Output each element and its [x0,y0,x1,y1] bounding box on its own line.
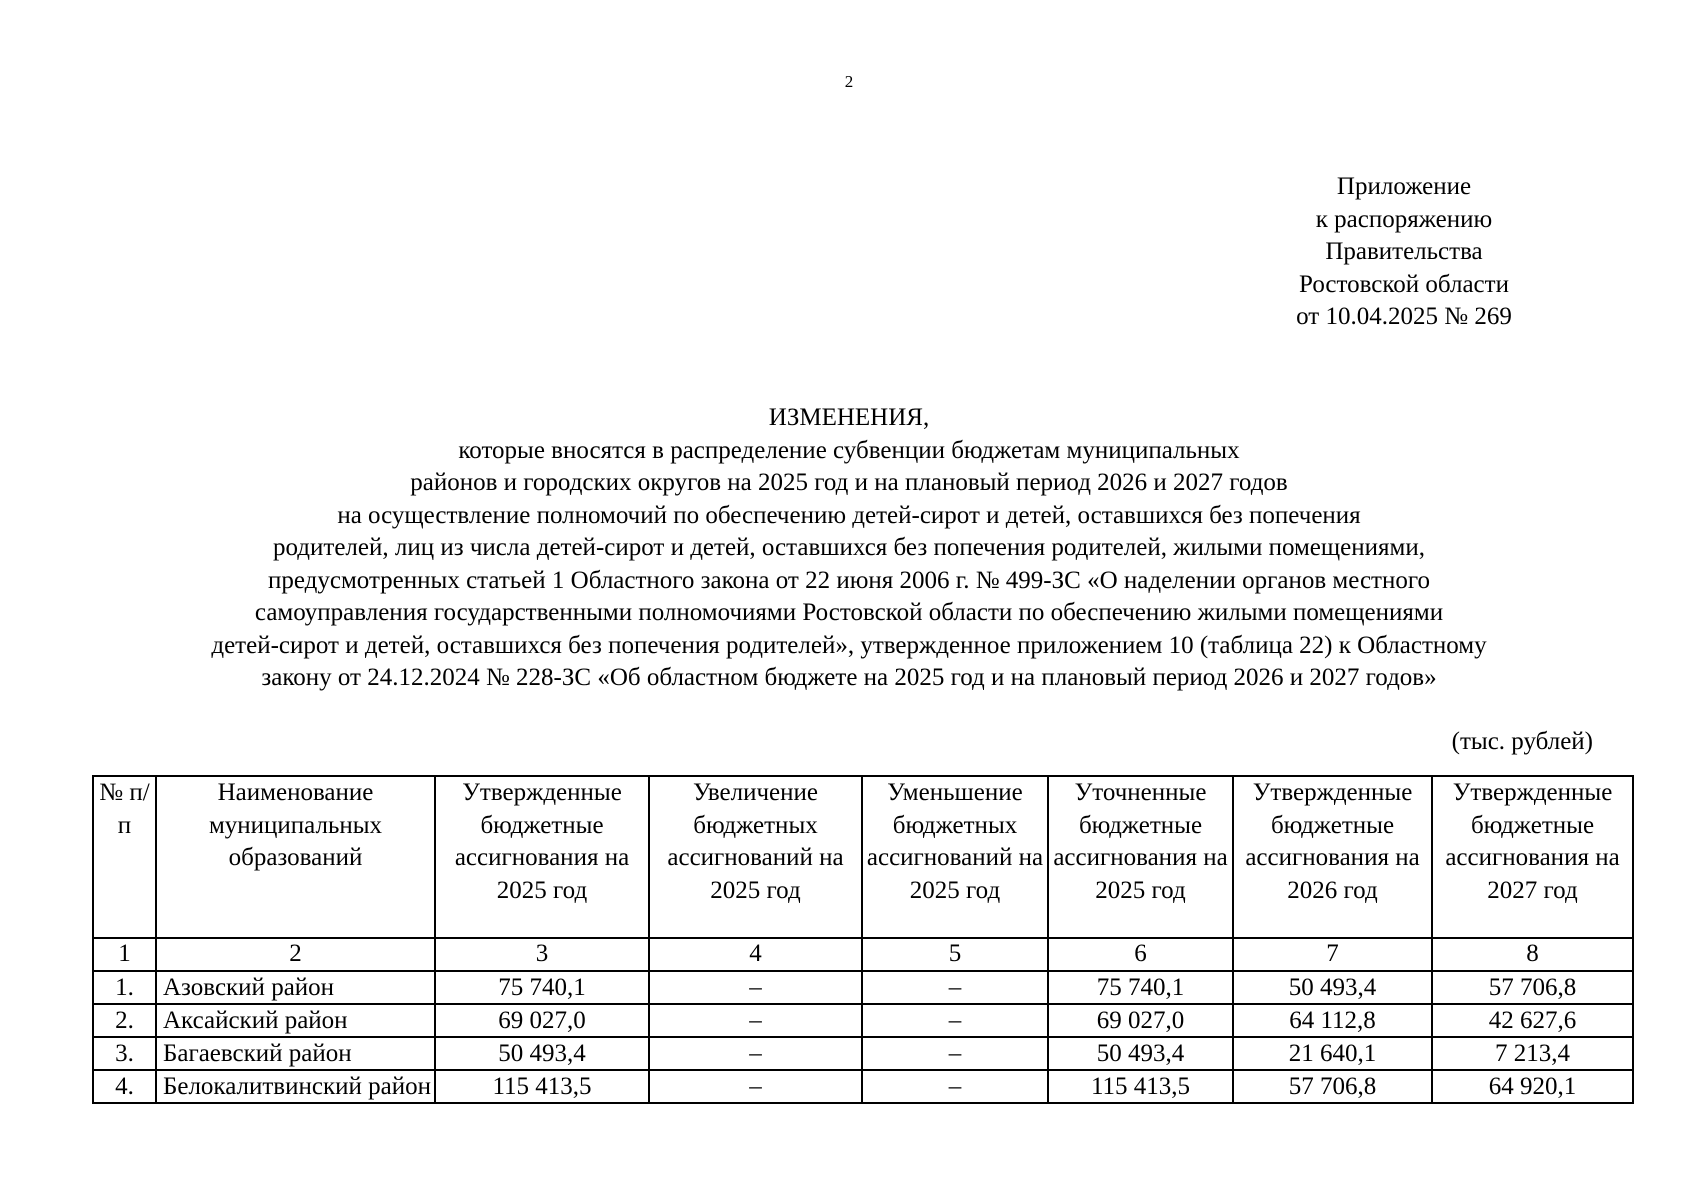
title-line: районов и городских округов на 2025 год и на плановый период 2026 и 2027 годов [410,469,1288,496]
decrease-2025-cell: – [862,1037,1048,1070]
increase-2025-cell: – [649,1037,862,1070]
header-cell-approved-2025: Утвержденные бюджетные ассигнования на 2025 год [435,776,649,938]
municipality-name: Белокалитвинский район [156,1070,435,1103]
refined-2025-cell: 115 413,5 [1048,1070,1233,1103]
approved-2026-cell: 50 493,4 [1233,971,1432,1004]
table-row [93,1070,1633,1103]
column-number: 4 [649,938,862,971]
refined-2025-cell: 50 493,4 [1048,1037,1233,1070]
approved-2025-cell: 75 740,1 [435,971,649,1004]
approval-line: Правительства [1325,238,1483,265]
units-label: (тыс. рублей) [1451,728,1593,755]
row-number: 4. [93,1070,156,1103]
approved-2026-cell: 57 706,8 [1233,1070,1432,1103]
header-cell-increase-2025: Увеличение бюджетных ассигнований на 2025 год [649,776,862,938]
municipality-name: Аксайский район [156,1004,435,1037]
approved-2027-cell: 42 627,6 [1432,1004,1633,1037]
row-number: 2. [93,1004,156,1037]
column-number: 8 [1432,938,1633,971]
refined-2025-cell: 69 027,0 [1048,1004,1233,1037]
column-number: 1 [93,938,156,971]
approved-2026-cell: 21 640,1 [1233,1037,1432,1070]
table-row [93,1037,1633,1070]
column-number-row [93,938,1633,971]
approval-line: Приложение [1336,173,1472,200]
title-line: закону от 24.12.2024 № 228-ЗС «Об областном бюджете на 2025 год и на плановый период 2026 и 2027 годов» [261,664,1437,691]
title-heading: ИЗМЕНЕНИЯ, [768,404,930,431]
approved-2025-cell: 69 027,0 [435,1004,649,1037]
approval-line: Ростовской области [1299,270,1509,298]
page-number: 2 [844,72,854,91]
title-line: родителей, лиц из числа детей-сирот и детей, оставшихся без попечения родителей, жилыми помещениями, [273,534,1425,561]
increase-2025-cell: – [649,1070,862,1103]
approved-2027-cell: 64 920,1 [1432,1070,1633,1103]
municipality-name: Багаевский район [156,1037,435,1070]
column-number: 5 [862,938,1048,971]
title-line: которые вносятся в распределение субвенции бюджетам муниципальных [458,436,1240,464]
title-line: самоуправления государственными полномочиями Ростовской области по обеспечению жилыми помещениями [254,599,1444,626]
municipality-name: Азовский район [156,971,435,1004]
header-cell-approved-2026: Утвержденные бюджетные ассигнования на 2026 год [1233,776,1432,938]
header-cell-name: Наименование муниципальных образований [156,776,435,938]
decrease-2025-cell: – [862,1070,1048,1103]
row-number: 1. [93,971,156,1004]
approval-block [1240,171,1568,334]
header-cell-approved-2027: Утвержденные бюджетные ассигнования на 2027 год [1432,776,1633,938]
budget-table [92,775,1634,1104]
row-number: 3. [93,1037,156,1070]
increase-2025-cell: – [649,1004,862,1037]
table-row [93,971,1633,1004]
header-row [93,776,1633,938]
approved-2027-cell: 57 706,8 [1432,971,1633,1004]
column-number: 3 [435,938,649,971]
approved-2027-cell: 7 213,4 [1432,1037,1633,1070]
header-cell-decrease-2025: Уменьшение бюджетных ассигнований на 2025 год [862,776,1048,938]
approved-2025-cell: 115 413,5 [435,1070,649,1103]
approved-2026-cell: 64 112,8 [1233,1004,1432,1037]
title-line: предусмотренных статьей 1 Областного закона от 22 июня 2006 г. № 499-ЗС «О наделении органов местного [268,566,1430,594]
column-number: 7 [1233,938,1432,971]
approval-line: к распоряжению [1315,205,1493,233]
header-cell-refined-2025: Уточненные бюджетные ассигнования на 2025 год [1048,776,1233,938]
document-title [60,402,1638,695]
header-cell-number: № п/п [93,776,156,938]
decrease-2025-cell: – [862,971,1048,1004]
decrease-2025-cell: – [862,1004,1048,1037]
column-number: 6 [1048,938,1233,971]
approval-line: от 10.04.2025 № 269 [1296,303,1512,330]
increase-2025-cell: – [649,971,862,1004]
approved-2025-cell: 50 493,4 [435,1037,649,1070]
column-number: 2 [156,938,435,971]
title-line: детей-сирот и детей, оставшихся без попечения родителей», утвержденное приложением 10 (таблица 22) к Областному [211,631,1487,659]
table-row [93,1004,1633,1037]
title-line: на осуществление полномочий по обеспечению детей-сирот и детей, оставшихся без попечения [337,501,1361,529]
refined-2025-cell: 75 740,1 [1048,971,1233,1004]
